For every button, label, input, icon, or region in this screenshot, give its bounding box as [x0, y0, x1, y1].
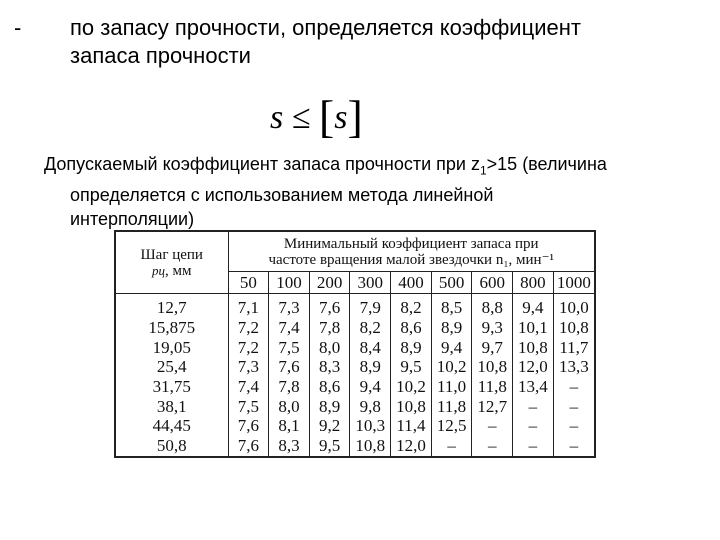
pitch-cell: 31,75	[116, 377, 228, 397]
table-row	[116, 436, 594, 456]
pitch-cell: 44,45	[116, 417, 228, 437]
safety-factor-cell: 9,4	[431, 338, 472, 358]
safety-factor-cell: 7,6	[269, 357, 310, 377]
safety-factor-cell: 10,8	[472, 357, 513, 377]
safety-factor-cell: 7,6	[228, 417, 269, 437]
table-row	[116, 417, 594, 437]
table-row	[116, 377, 594, 397]
safety-factor-cell: 10,3	[350, 417, 391, 437]
pitch-symbol: pц	[152, 262, 165, 278]
safety-factor-cell: 7,4	[269, 318, 310, 338]
paragraph	[44, 152, 714, 231]
safety-factor-cell: 13,4	[513, 377, 554, 397]
safety-factor-cell: 8,0	[309, 338, 350, 358]
safety-factor-cell: 12,7	[472, 397, 513, 417]
safety-factor-cell: –	[513, 417, 554, 437]
speed-header-cell: 1000	[553, 272, 594, 294]
safety-factor-cell: 8,2	[391, 294, 432, 318]
formula-lhs: s	[270, 99, 284, 136]
paragraph-line-3: интерполяции)	[70, 208, 195, 229]
paragraph-line-1: Допускаемый коэффициент запаса прочности при $z_1>15$ (величина	[44, 154, 607, 178]
safety-factor-cell: 10,0	[553, 294, 594, 318]
safety-factor-cell: 12,5	[431, 417, 472, 437]
speed-header-cell: 400	[391, 272, 432, 294]
safety-factor-cell: 8,3	[309, 357, 350, 377]
safety-factor-cell: 12,0	[391, 436, 432, 456]
table-row	[116, 357, 594, 377]
pitch-column-header: Шаг цепи pц, мм	[116, 232, 228, 294]
safety-factor-cell: 8,3	[269, 436, 310, 456]
safety-factor-cell: 8,9	[309, 397, 350, 417]
speed-header-cell: 800	[513, 272, 554, 294]
formula-rhs: s	[334, 99, 348, 136]
z-subscript: 1	[479, 163, 487, 178]
safety-factor-cell: 7,5	[228, 397, 269, 417]
pitch-cell: 25,4	[116, 357, 228, 377]
safety-factor-cell: 11,8	[472, 377, 513, 397]
safety-factor-cell: 7,5	[269, 338, 310, 358]
paragraph-line-2: определяется с использованием метода линейной	[70, 184, 494, 205]
safety-factor-cell: 11,0	[431, 377, 472, 397]
bullet-line-1: по запасу прочности, определяется коэффициент	[70, 15, 581, 40]
safety-factor-formula	[270, 86, 363, 142]
safety-factor-cell: –	[472, 417, 513, 437]
safety-factor-cell: –	[431, 436, 472, 456]
safety-factor-cell: 8,9	[391, 338, 432, 358]
safety-factor-cell: 7,8	[309, 318, 350, 338]
safety-factor-cell: 8,2	[350, 318, 391, 338]
safety-factor-cell: 8,9	[431, 318, 472, 338]
safety-factor-cell: 10,8	[553, 318, 594, 338]
safety-factor-cell: –	[553, 377, 594, 397]
bullet-text	[70, 14, 710, 70]
safety-factor-cell: –	[553, 397, 594, 417]
safety-factor-cell: 9,5	[391, 357, 432, 377]
pitch-cell: 50,8	[116, 436, 228, 456]
pitch-cell: 19,05	[116, 338, 228, 358]
safety-factor-cell: 8,1	[269, 417, 310, 437]
speed-header-cell: 600	[472, 272, 513, 294]
safety-factor-cell: 9,5	[309, 436, 350, 456]
safety-factor-cell: 13,3	[553, 357, 594, 377]
safety-factor-cell: 9,7	[472, 338, 513, 358]
table-row	[116, 294, 594, 318]
safety-factor-cell: 9,2	[309, 417, 350, 437]
formula-close-bracket: ]	[347, 91, 363, 142]
safety-factor-cell: 10,8	[350, 436, 391, 456]
pitch-cell: 15,875	[116, 318, 228, 338]
pitch-cell: 38,1	[116, 397, 228, 417]
safety-factor-cell: 10,2	[431, 357, 472, 377]
table-row	[116, 318, 594, 338]
safety-factor-cell: 10,8	[513, 338, 554, 358]
bullet-dash: -	[14, 15, 22, 40]
min-safety-factor-header: Минимальный коэффициент запаса при частоте вращения малой звездочки n₁, мин⁻¹	[228, 232, 594, 272]
table-row	[116, 397, 594, 417]
safety-factor-cell: 9,4	[350, 377, 391, 397]
safety-factor-table	[114, 230, 596, 458]
safety-factor-cell: 8,5	[431, 294, 472, 318]
safety-factor-cell: 7,1	[228, 294, 269, 318]
safety-factor-cell: 7,3	[269, 294, 310, 318]
table-row	[116, 338, 594, 358]
safety-factor-cell: 9,3	[472, 318, 513, 338]
safety-factor-cell: 9,8	[350, 397, 391, 417]
safety-factor-cell: 7,3	[228, 357, 269, 377]
safety-factor-cell: 11,4	[391, 417, 432, 437]
table-body	[116, 294, 594, 456]
safety-factor-cell: 10,8	[391, 397, 432, 417]
formula-operator: ≤	[291, 99, 311, 136]
formula-open-bracket: [	[318, 91, 335, 142]
safety-factor-cell: –	[472, 436, 513, 456]
speed-header-cell: 200	[309, 272, 350, 294]
safety-factor-cell: 8,0	[269, 397, 310, 417]
safety-factor-cell: 7,9	[350, 294, 391, 318]
safety-factor-cell: 7,2	[228, 338, 269, 358]
safety-factor-cell: 7,8	[269, 377, 310, 397]
safety-factor-cell: 10,2	[391, 377, 432, 397]
safety-factor-cell: 10,1	[513, 318, 554, 338]
speed-header-cell: 300	[350, 272, 391, 294]
safety-factor-cell: 11,7	[553, 338, 594, 358]
safety-factor-cell: 8,4	[350, 338, 391, 358]
safety-factor-cell: 7,6	[228, 436, 269, 456]
bullet-line-2: запаса прочности	[70, 43, 251, 68]
safety-factor-cell: 7,6	[309, 294, 350, 318]
speed-header-cell: 500	[431, 272, 472, 294]
safety-factor-cell: 7,2	[228, 318, 269, 338]
safety-factor-cell: –	[513, 436, 554, 456]
speed-header-cell: 50	[228, 272, 269, 294]
safety-factor-cell: 8,8	[472, 294, 513, 318]
safety-factor-cell: 9,4	[513, 294, 554, 318]
safety-factor-cell: –	[513, 397, 554, 417]
safety-factor-cell: 11,8	[431, 397, 472, 417]
speed-header-cell: 100	[269, 272, 310, 294]
safety-factor-cell: –	[553, 436, 594, 456]
safety-factor-cell: 7,4	[228, 377, 269, 397]
safety-factor-cell: 8,9	[350, 357, 391, 377]
safety-factor-cell: 8,6	[391, 318, 432, 338]
safety-factor-cell: 12,0	[513, 357, 554, 377]
safety-factor-cell: 8,6	[309, 377, 350, 397]
pitch-unit: , мм	[165, 262, 192, 279]
safety-factor-cell: –	[553, 417, 594, 437]
pitch-cell: 12,7	[116, 294, 228, 318]
